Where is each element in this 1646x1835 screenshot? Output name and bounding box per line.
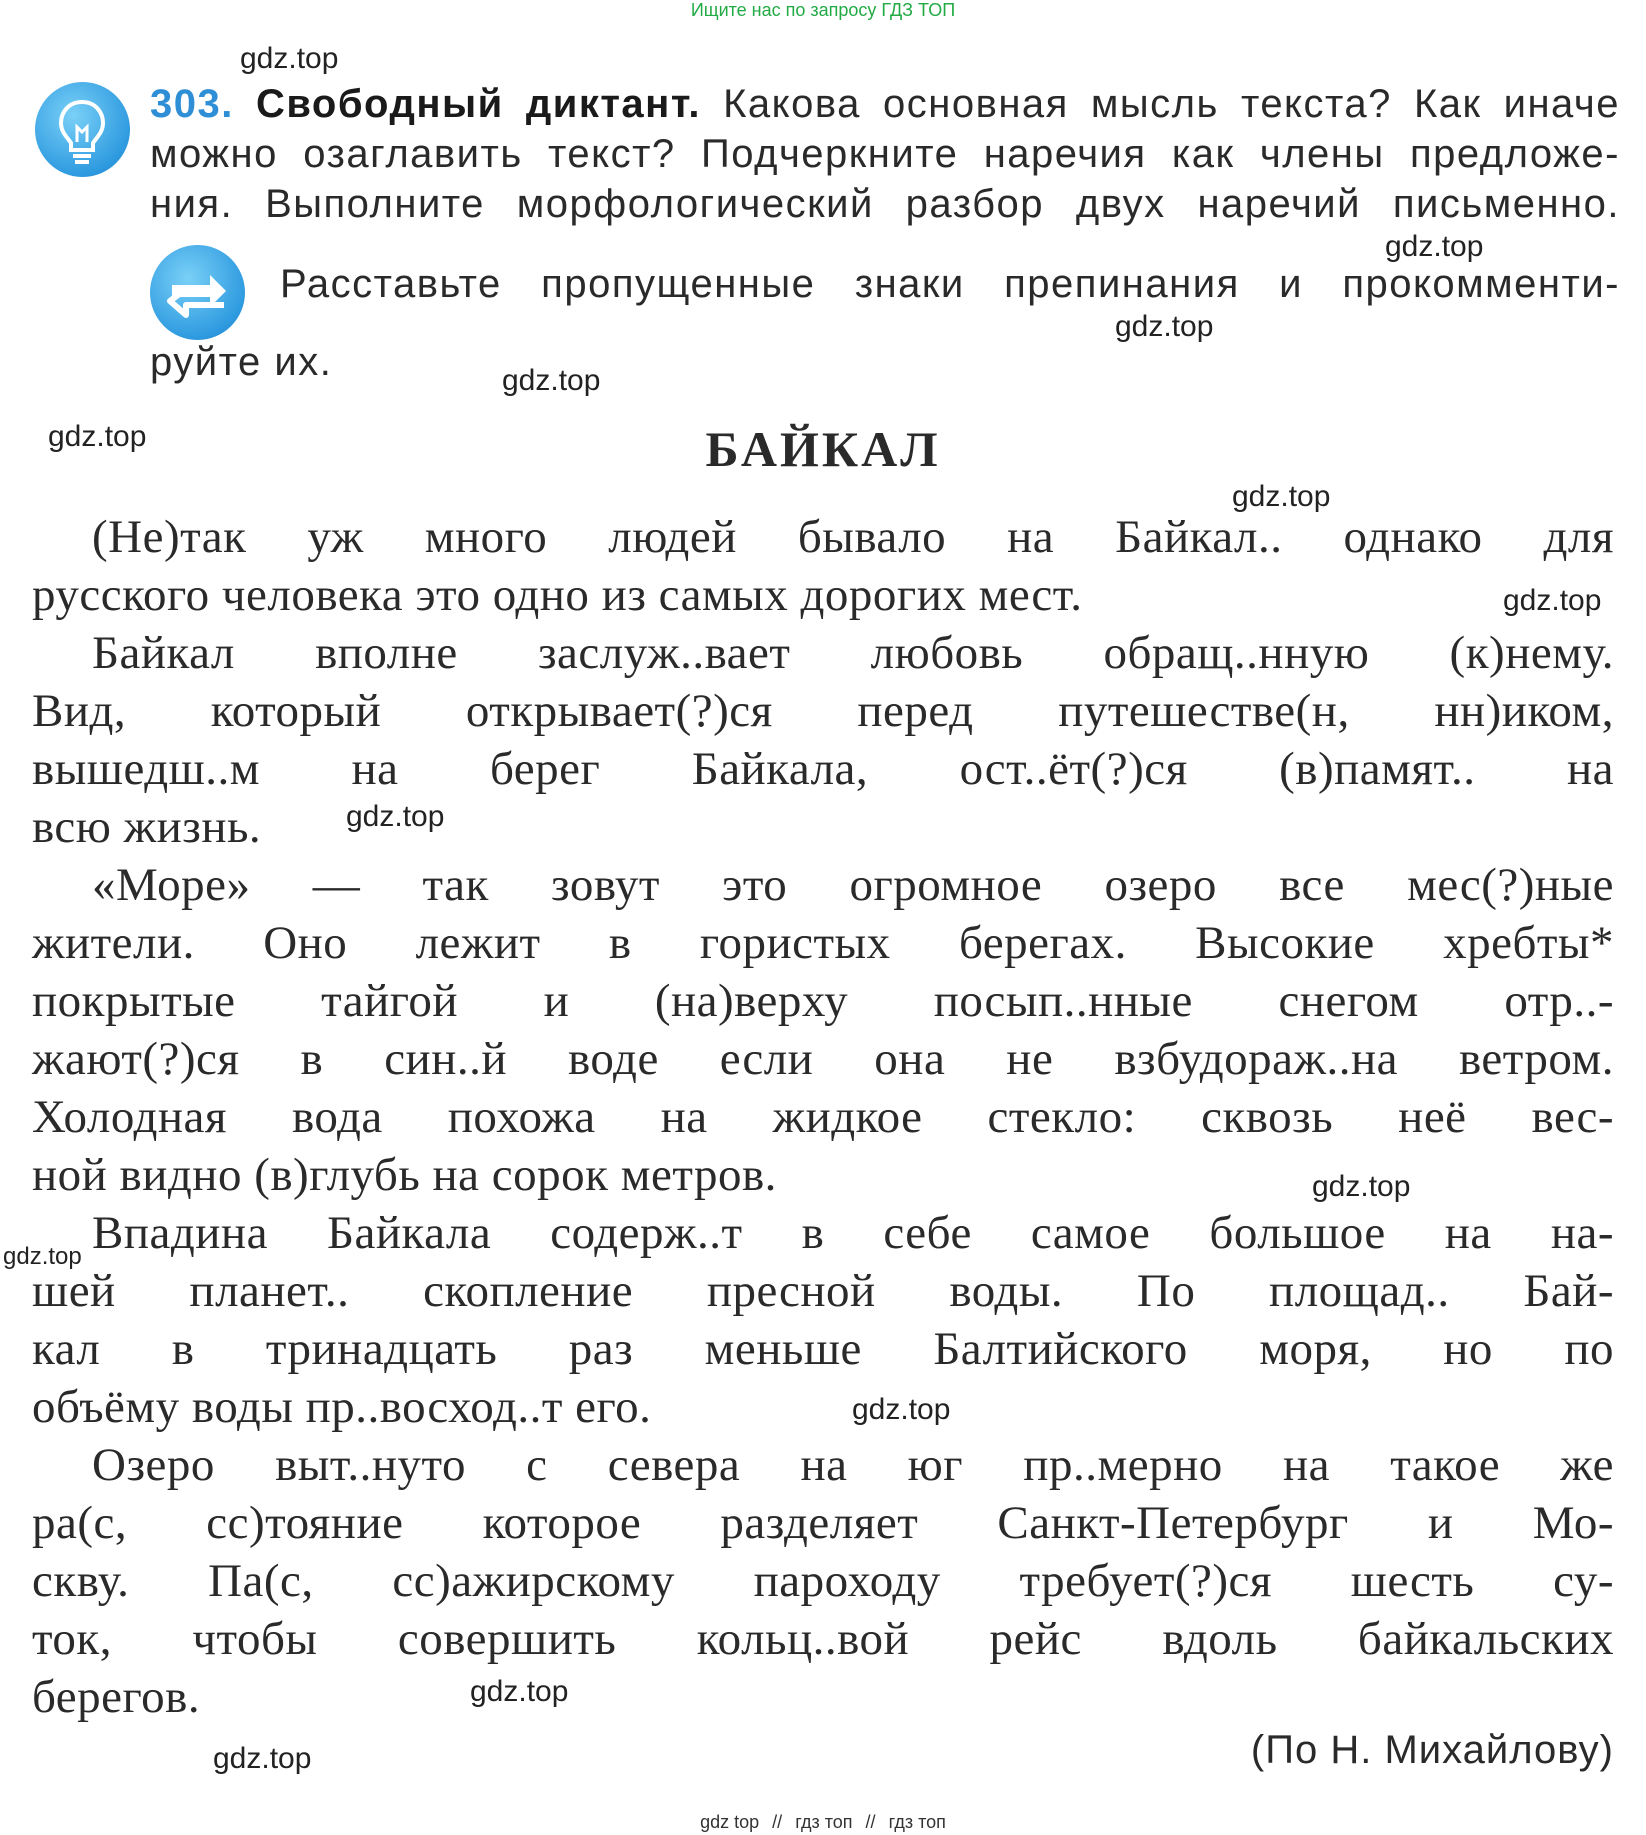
text-line: ра(с, сс)тояние которое разделяет Санкт-Петербург и Мо- (32, 1497, 1614, 1549)
watermark: gdz.top (213, 1742, 312, 1775)
watermark: gdz.top (48, 420, 147, 453)
watermark: gdz.top (1232, 480, 1331, 513)
watermark: gdz.top (1312, 1170, 1411, 1203)
watermark: gdz.top (346, 800, 445, 833)
text-line: шей планет.. скопление пресной воды. По площад.. Бай- (32, 1265, 1614, 1317)
footer (0, 1812, 1646, 1833)
top-banner: Ищите нас по запросу ГДЗ ТОП (690, 0, 956, 20)
task-heading: Свободный диктант. (255, 82, 702, 126)
text-line: всю жизнь. (32, 801, 262, 853)
text-title: БАЙКАЛ (705, 421, 941, 477)
text-line: Вид, который открывает(?)ся перед путешестве(н, нн)иком, (32, 685, 1614, 737)
watermark: gdz.top (470, 1675, 569, 1708)
watermark: gdz.top (502, 364, 601, 397)
task-text: Какова основная мысль текста? Как иначе (723, 82, 1620, 126)
cycle-arrows-icon (150, 245, 245, 340)
text-line: Байкал вполне заслуж..вает любовь обращ..нную (к)нему. (92, 627, 1614, 679)
text-line: Холодная вода похожа на жидкое стекло: сквозь неё вес- (32, 1091, 1614, 1143)
lightbulb-icon (35, 82, 130, 177)
footer-separator: // (772, 1812, 783, 1832)
footer-link[interactable]: гдз топ (888, 1812, 946, 1832)
task-line-2: можно озаглавить текст? Подчеркните наречия как члены предложе- (150, 132, 1620, 176)
text-line: покрытые тайгой и (на)верху посып..нные снегом отр..- (32, 975, 1614, 1027)
footer-link[interactable]: гдз топ (795, 1812, 853, 1832)
text-line: кал в тринадцать раз меньше Балтийского моря, но по (32, 1323, 1614, 1375)
task-extra-line-1: Расставьте пропущенные знаки препинания и прокомменти- (280, 262, 1620, 306)
text-line: «Море» — так зовут это огромное озеро все мес(?)ные (92, 859, 1614, 911)
text-line: русского человека это одно из самых дорогих мест. (32, 569, 1083, 621)
text-line: Впадина Байкала содерж..т в себе самое большое на на- (92, 1207, 1614, 1259)
watermark: gdz.top (3, 1243, 82, 1270)
watermark: gdz.top (1503, 584, 1602, 617)
watermark: gdz.top (1115, 310, 1214, 343)
watermark: gdz.top (240, 42, 339, 75)
text-line: скву. Па(с, сс)ажирскому пароходу требует(?)ся шесть су- (32, 1555, 1614, 1607)
watermark: gdz.top (852, 1393, 951, 1426)
text-line: ток, чтобы совершить кольц..вой рейс вдоль байкальских (32, 1613, 1614, 1665)
watermark: gdz.top (1385, 230, 1484, 263)
text-line: вышедш..м на берег Байкала, ост..ёт(?)ся (в)памят.. на (32, 743, 1614, 795)
text-line: (Не)так уж много людей бывало на Байкал.. однако для (92, 511, 1614, 563)
task-number: 303. (150, 82, 234, 126)
footer-link[interactable]: gdz top (700, 1812, 760, 1832)
text-line: объёму воды пр..восход..т его. (32, 1381, 652, 1433)
text-line: берегов. (32, 1671, 201, 1723)
task-extra-line-2: руйте их. (150, 340, 333, 384)
task-line-3: ния. Выполните морфологический разбор двух наречий письменно. (150, 182, 1620, 226)
author-credit: (По Н. Михайлову) (1250, 1728, 1614, 1772)
text-line: Озеро выт..нуто с севера на юг пр..мерно на такое же (92, 1439, 1614, 1491)
text-line: жают(?)ся в син..й воде если она не взбудораж..на ветром. (32, 1033, 1614, 1085)
task-line-1 (150, 82, 1620, 127)
footer-separator: // (865, 1812, 876, 1832)
text-line: ной видно (в)глубь на сорок метров. (32, 1149, 777, 1201)
text-line: жители. Оно лежит в гористых берегах. Высокие хребты* (32, 917, 1614, 969)
